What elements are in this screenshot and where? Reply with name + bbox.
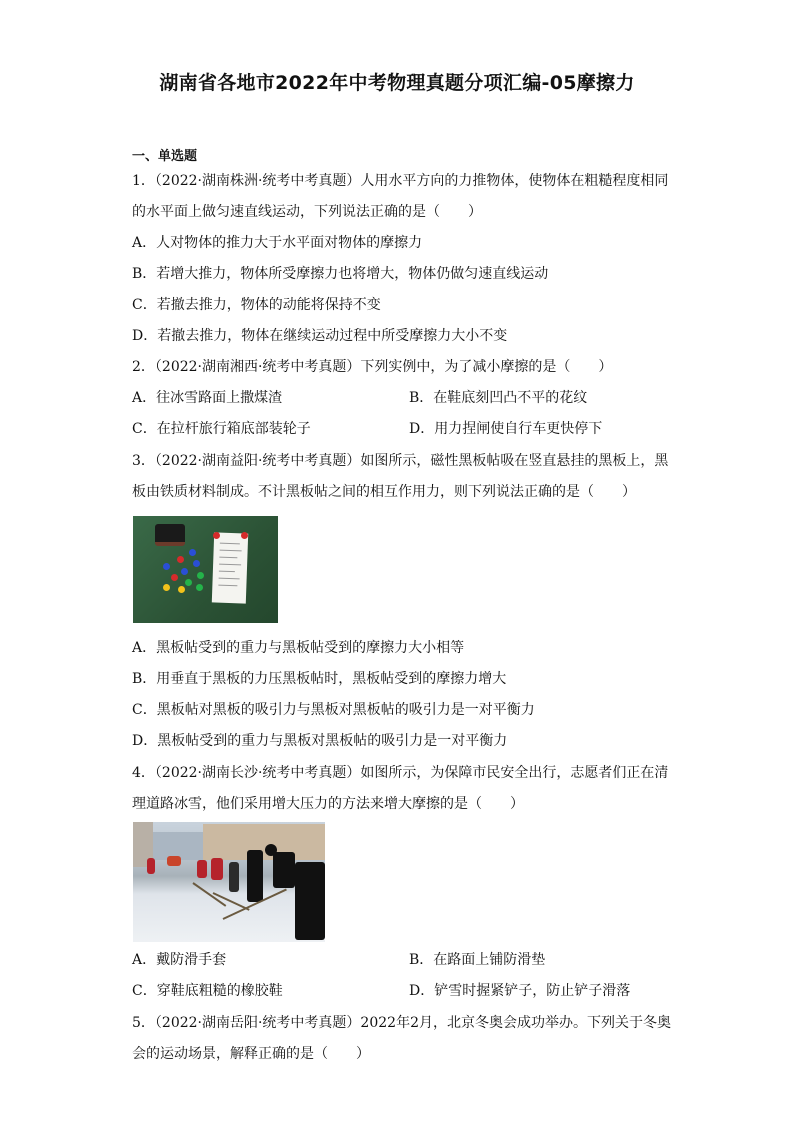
q4-stem-line2: 理道路冰雪，他们采用增大压力的方法来增大摩擦的是（ ） [132, 796, 524, 812]
q3-option-d: D．黑板帖受到的重力与黑板对黑板帖的吸引力是一对平衡力 [132, 733, 508, 749]
q3-option-a: A．黑板帖受到的重力与黑板帖受到的摩擦力大小相等 [132, 640, 465, 656]
page-title: 湖南省各地市2022年中考物理真题分项汇编-05摩擦力 [159, 72, 635, 94]
magnet [193, 560, 200, 567]
q4-stem-line1: 4．（2022·湖南长沙·统考中考真题）如图所示，为保障市民安全出行，志愿者们正在清 [132, 765, 669, 781]
q5-stem-line1: 5．（2022·湖南岳阳·统考中考真题）2022年2月，北京冬奥会成功举办。下列关于冬奥 [132, 1015, 671, 1031]
magnet [163, 584, 170, 591]
q2-stem-line1: 2．（2022·湖南湘西·统考中考真题）下列实例中，为了减小摩擦的是（ ） [132, 359, 613, 375]
q1-stem-line1: 1．（2022·湖南株洲·统考中考真题）人用水平方向的力推物体，使物体在粗糙程度相同 [132, 173, 669, 189]
q2-option-a: A．往冰雪路面上撒煤渣 [132, 390, 283, 406]
q1-option-b: B．若增大推力，物体所受摩擦力也将增大，物体仍做匀速直线运动 [132, 266, 549, 282]
q2-option-b: B．在鞋底刻凹凸不平的花纹 [409, 390, 588, 406]
magnet [181, 568, 188, 575]
magnet [185, 579, 192, 586]
q2-option-d: D．用力捏闸使自行车更快停下 [409, 421, 603, 437]
magnet [189, 549, 196, 556]
vehicle [167, 856, 181, 866]
magnet [241, 532, 248, 539]
q2-option-c: C．在拉杆旅行箱底部装轮子 [132, 421, 311, 437]
magnet [163, 563, 170, 570]
q5-stem-line2: 会的运动场景，解释正确的是（ ） [132, 1046, 370, 1062]
blackboard-photo [133, 516, 278, 623]
volunteer [197, 860, 207, 878]
q1-stem-line2: 的水平面上做匀速直线运动，下列说法正确的是（ ） [132, 204, 482, 220]
pinned-paper [212, 532, 248, 603]
volunteer [211, 858, 223, 880]
q1-option-d: D．若撤去推力，物体在继续运动过程中所受摩擦力大小不变 [132, 328, 508, 344]
q1-option-a: A．人对物体的推力大于水平面对物体的摩擦力 [132, 235, 423, 251]
q4-option-a: A．戴防滑手套 [132, 952, 227, 968]
q4-option-c: C．穿鞋底粗糙的橡胶鞋 [132, 983, 283, 999]
q4-option-d: D．铲雪时握紧铲子，防止铲子滑落 [409, 983, 631, 999]
building [203, 824, 325, 860]
volunteer [147, 858, 155, 874]
section-heading: 一、单选题 [132, 149, 198, 164]
q3-option-b: B．用垂直于黑板的力压黑板帖时，黑板帖受到的摩擦力增大 [132, 671, 507, 687]
q3-stem-line1: 3．（2022·湖南益阳·统考中考真题）如图所示，磁性黑板帖吸在竖直悬挂的黑板上，黑 [132, 453, 669, 469]
q1-option-c: C．若撤去推力，物体的动能将保持不变 [132, 297, 381, 313]
q3-stem-line2: 板由铁质材料制成。不计黑板帖之间的相互作用力，则下列说法正确的是（ ） [132, 484, 636, 500]
magnet [171, 574, 178, 581]
volunteer [229, 862, 239, 892]
q4-option-b: B．在路面上铺防滑垫 [409, 952, 546, 968]
volunteer [273, 852, 295, 888]
magnet [196, 584, 203, 591]
volunteer [295, 862, 325, 940]
shovel [192, 882, 226, 907]
magnet [197, 572, 204, 579]
blackboard-eraser [155, 524, 185, 546]
q3-option-c: C．黑板帖对黑板的吸引力与黑板对黑板帖的吸引力是一对平衡力 [132, 702, 535, 718]
magnet [213, 532, 220, 539]
magnet [177, 556, 184, 563]
volunteer [247, 850, 263, 902]
snow-clearing-photo [133, 822, 325, 942]
magnet [178, 586, 185, 593]
